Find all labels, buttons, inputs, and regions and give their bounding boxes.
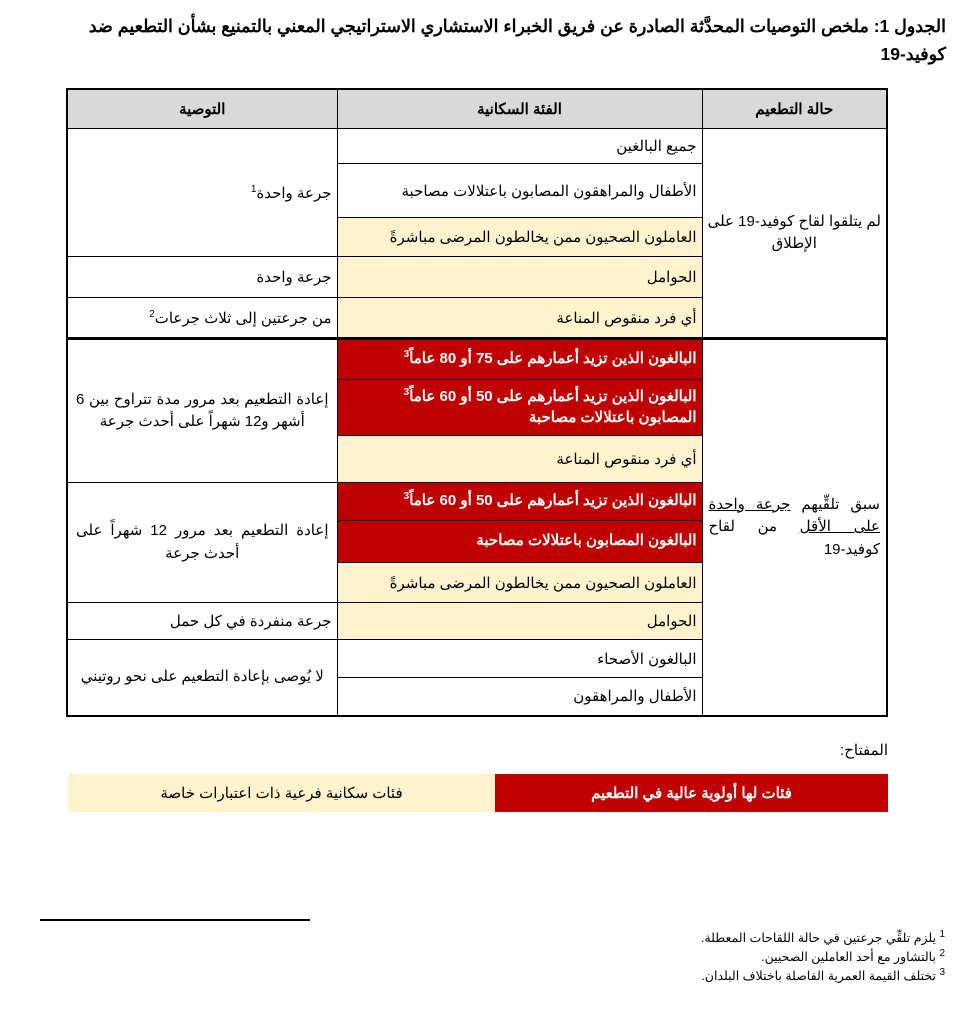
- cell-pop-adults-50-60-comorbidities: البالغون الذين تزيد أعمارهم على 50 أو 60 عاماً$^3$ المصابون باعتلالات مصاحبة: [337, 380, 702, 436]
- cell-status-previously-vaccinated: سبق تلقِّيهم جرعة واحدة على الأقل من لقاح كوفيد-19: [702, 339, 887, 716]
- cell-pop-children-adolescents: الأطفال والمراهقون: [337, 678, 702, 716]
- footnote-3-text: تختلف القيمة العمرية الفاصلة باختلاف البلدان.: [701, 968, 940, 983]
- legend-special-considerations: فئات سكانية فرعية ذات اعتبارات خاصة: [68, 774, 495, 812]
- cell-pop-immunocompromised: أي فرد منقوص المناعة: [337, 298, 702, 339]
- cell-pop-children-comorbidities: الأطفال والمراهقون المصابون باعتلالات مصاحبة: [337, 164, 702, 218]
- cell-pop-adults-50-60: البالغون الذين تزيد أعمارهم على 50 أو 60 عاماً$^3$: [337, 483, 702, 521]
- footnote-1: [701, 929, 945, 948]
- cell-pop-pregnant-2: الحوامل: [337, 603, 702, 640]
- cell-pop-health-workers-2: العاملون الصحيون ممن يخالطون المرضى مباشرةً: [337, 563, 702, 603]
- legend-high-priority: فئات لها أولوية عالية في التطعيم: [495, 774, 888, 812]
- cell-pop-all-adults: جميع البالغين: [337, 129, 702, 164]
- header-row: [67, 89, 887, 129]
- header-recommendation: التوصية: [67, 89, 337, 129]
- recommendations-table: [66, 88, 888, 717]
- table-caption: الجدول 1: ملخص التوصيات المحدَّثة الصادرة عن فريق الخبراء الاستشاري الاستراتيجي المعني بالتمنيع بشأن التطعيم ضد كوفيد-19: [88, 16, 946, 64]
- footnote-2-number: 2: [939, 947, 945, 959]
- header-vaccination-status: حالة التطعيم: [702, 89, 887, 129]
- footnote-ref-3: 3: [403, 387, 410, 399]
- cell-pop-immunocompromised-2: أي فرد منقوص المناعة: [337, 436, 702, 483]
- cell-rec-one-dose-2: جرعة واحدة: [67, 257, 337, 298]
- table-row: [67, 339, 887, 380]
- cell-status-never-vaccinated: لم يتلقوا لقاح كوفيد-19 على الإطلاق: [702, 129, 887, 339]
- header-population-group: الفئة السكانية: [337, 89, 702, 129]
- footnote-1-number: 1: [939, 928, 945, 940]
- footnote-2-text: بالتشاور مع أحد العاملين الصحيين.: [761, 949, 940, 964]
- footnote-2: [701, 948, 945, 967]
- footnotes: [701, 929, 945, 985]
- cell-rec-revax-6-12-months: إعادة التطعيم بعد مرور مدة تتراوح بين 6 أشهر و12 شهراً على أحدث جرعة: [67, 339, 337, 483]
- cell-rec-two-three-doses: من جرعتين إلى ثلاث جرعات$^2$: [67, 298, 337, 339]
- footnote-ref-2: 2: [149, 308, 155, 320]
- legend-label: المفتاح:: [840, 742, 888, 759]
- cell-pop-health-workers: العاملون الصحيون ممن يخالطون المرضى مباشرةً: [337, 218, 702, 257]
- footnote-ref-3: 3: [403, 349, 410, 361]
- cell-rec-revax-12-months: إعادة التطعيم بعد مرور 12 شهراً على أحدث جرعة: [67, 483, 337, 603]
- footnote-separator: [40, 919, 310, 921]
- cell-pop-pregnant: الحوامل: [337, 257, 702, 298]
- cell-rec-not-routine: لا يُوصى بإعادة التطعيم على نحو روتيني: [67, 640, 337, 716]
- footnote-3: [701, 967, 945, 986]
- footnote-ref-1: 1: [250, 183, 257, 195]
- cell-pop-adults-75-80: البالغون الذين تزيد أعمارهم على 75 أو 80 عاماً$^3$: [337, 339, 702, 380]
- cell-rec-one-dose: جرعة واحدة$^1$: [67, 129, 337, 257]
- underlined-text: جرعة واحدة على الأقل: [708, 495, 880, 535]
- footnote-3-number: 3: [939, 966, 945, 978]
- table-row: [67, 129, 887, 164]
- footnote-1-text: يلزم تلقِّي جرعتين في حالة اللقاحات المعطلة.: [700, 931, 940, 945]
- footnote-ref-3: 3: [403, 491, 410, 503]
- cell-pop-healthy-adults: البالغون الأصحاء: [337, 640, 702, 678]
- cell-rec-single-dose-pregnancy: جرعة منفردة في كل حمل: [67, 603, 337, 640]
- legend-bar: [68, 774, 888, 812]
- cell-pop-adults-comorbidities: البالغون المصابون باعتلالات مصاحبة: [337, 521, 702, 563]
